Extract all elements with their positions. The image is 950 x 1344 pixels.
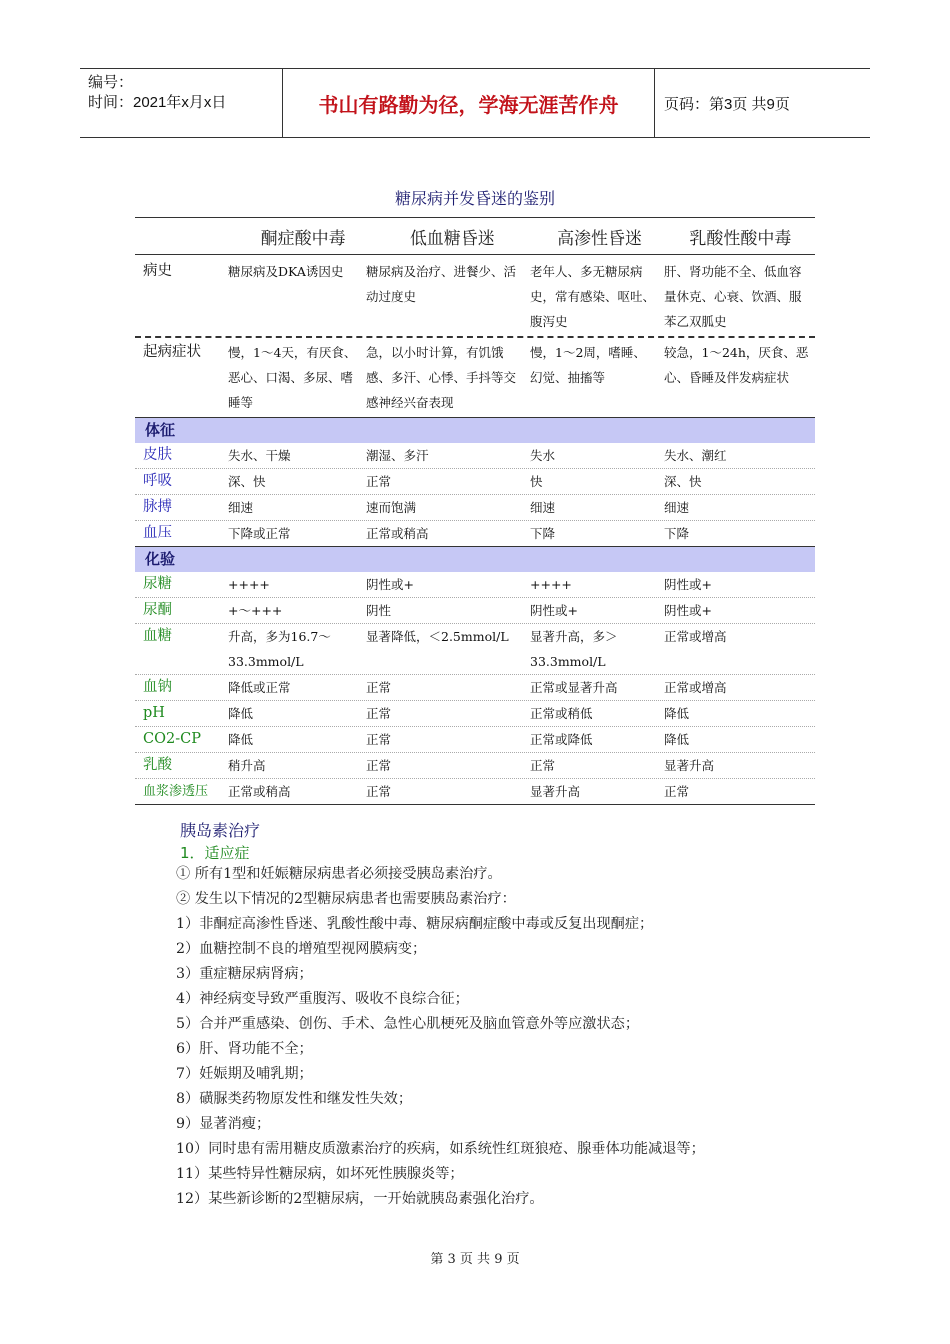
table-cell: 潮湿、多汗 xyxy=(366,448,429,463)
list-item: 2）血糖控制不良的增殖型视网膜病变； xyxy=(176,941,427,957)
row-label: 起病症状 xyxy=(143,344,201,360)
column-header: 高渗性昏迷 xyxy=(557,228,643,249)
table-cell: 正常 xyxy=(664,784,690,799)
table-cell: 正常 xyxy=(366,784,392,799)
table-cell: 深、快 xyxy=(228,474,266,489)
row-label: 血浆渗透压 xyxy=(143,784,209,799)
list-item: 10）同时患有需用糖皮质激素治疗的疾病，如系统性红斑狼疮、腺垂体功能减退等； xyxy=(176,1141,705,1157)
table-row xyxy=(135,701,815,727)
table-row xyxy=(135,469,815,495)
table-cell: 正常或显著升高 xyxy=(530,680,618,695)
table-cell: 细速 xyxy=(228,500,254,515)
table-cell: 降低 xyxy=(664,732,690,747)
row-label: 呼吸 xyxy=(143,473,172,489)
row-label: 脉搏 xyxy=(143,499,172,515)
row-label: 乳酸 xyxy=(143,757,172,773)
table-cell: 显著升高 xyxy=(664,758,715,773)
table-cell: 阴性或+ xyxy=(664,577,712,592)
table-title: 糖尿病并发昏迷的鉴别 xyxy=(394,189,555,208)
table-cell: 急，以小时计算，有饥饿感、多汗、心悸、手抖等交感神经兴奋表现 xyxy=(366,345,517,410)
table-cell: 正常 xyxy=(366,474,392,489)
table-cell: 稍升高 xyxy=(228,758,266,773)
list-item: 11）某些特异性糖尿病，如坏死性胰腺炎等； xyxy=(176,1166,464,1182)
table-row xyxy=(135,753,815,779)
list-item: 3）重症糖尿病肾病； xyxy=(176,966,313,982)
table-cell: 失水 xyxy=(530,448,556,463)
row-label: 尿酮 xyxy=(143,602,172,618)
table-cell: 慢，1～4天，有厌食、恶心、口渴、多尿、嗜睡等 xyxy=(228,345,357,410)
table-cell: 速而饱满 xyxy=(366,500,417,515)
section-header-labs: 化验 xyxy=(135,546,815,572)
table-row xyxy=(135,255,815,338)
section-header-signs: 体征 xyxy=(135,417,815,443)
table-cell: 正常 xyxy=(366,680,392,695)
row-label: 尿糖 xyxy=(143,576,172,592)
table-cell: 下降或正常 xyxy=(228,526,291,541)
list-item: 5）合并严重感染、创伤、手术、急性心肌梗死及脑血管意外等应激状态； xyxy=(176,1016,640,1032)
table-row xyxy=(135,598,815,624)
table-cell: 失水、潮红 xyxy=(664,448,727,463)
table-cell: 下降 xyxy=(664,526,690,541)
table-cell: 慢，1～2周，嗜睡、幻觉、抽搐等 xyxy=(530,345,646,385)
table-cell: +～+++ xyxy=(228,603,283,618)
column-header: 乳酸性酸中毒 xyxy=(689,228,792,249)
table-cell: 升高，多为16.7～33.3mmol/L xyxy=(228,629,331,669)
list-item: ② 发生以下情况的2型糖尿病患者也需要胰岛素治疗： xyxy=(176,891,516,907)
table-cell: 肝、肾功能不全、低血容量休克、心衰、饮酒、服苯乙双胍史 xyxy=(664,264,802,329)
table-cell: 阴性 xyxy=(366,603,392,618)
comparison-table xyxy=(135,217,815,805)
table-row xyxy=(135,624,815,675)
table-cell: 失水、干燥 xyxy=(228,448,291,463)
indication-list xyxy=(176,862,836,1212)
table-cell: 较急，1～24h，厌食、恶心、昏睡及伴发病症状 xyxy=(664,345,809,385)
row-label: CO2-CP xyxy=(143,731,201,747)
section-title-insulin: 胰岛素治疗 xyxy=(180,821,261,840)
column-header: 低血糖昏迷 xyxy=(409,228,495,249)
page-number-label: 页码：第3页 共9页 xyxy=(664,96,790,113)
row-label: 血钠 xyxy=(143,679,172,695)
table-cell: ++++ xyxy=(228,577,270,592)
table-cell: 下降 xyxy=(530,526,556,541)
row-label: pH xyxy=(143,705,165,721)
table-cell: 显著降低，＜2.5mmol/L xyxy=(366,629,509,644)
table-cell: 正常 xyxy=(366,758,392,773)
table-cell: 正常或降低 xyxy=(530,732,593,747)
table-cell: 正常或稍高 xyxy=(366,526,429,541)
table-cell: 糖尿病及治疗、进餐少、活动过度史 xyxy=(366,264,517,304)
table-row xyxy=(135,727,815,753)
table-cell: 细速 xyxy=(530,500,556,515)
table-cell: 降低 xyxy=(664,706,690,721)
table-row xyxy=(135,338,815,417)
table-cell: 降低 xyxy=(228,732,254,747)
table-cell: 深、快 xyxy=(664,474,702,489)
table-cell: 阴性或+ xyxy=(366,577,414,592)
table-cell: 老年人、多无糖尿病史，常有感染、呕吐、腹泻史 xyxy=(530,264,656,329)
column-header: 酮症酸中毒 xyxy=(260,228,346,249)
table-row xyxy=(135,443,815,469)
table-cell: 正常 xyxy=(530,758,556,773)
table-cell: 正常或增高 xyxy=(664,629,727,644)
table-row xyxy=(135,572,815,598)
list-item: 9）显著消瘦； xyxy=(176,1116,271,1132)
row-label: 病史 xyxy=(143,263,172,279)
table-cell: 阴性或+ xyxy=(664,603,712,618)
header-motto: 书山有路勤为径，学海无涯苦作舟 xyxy=(318,93,619,117)
page-footer: 第 3 页 共 9 页 xyxy=(430,1252,520,1267)
table-cell: 正常 xyxy=(366,706,392,721)
list-item: 1）非酮症高渗性昏迷、乳酸性酸中毒、糖尿病酮症酸中毒或反复出现酮症； xyxy=(176,916,654,932)
table-cell: ++++ xyxy=(530,577,572,592)
table-cell: 细速 xyxy=(664,500,690,515)
list-item: 8）磺脲类药物原发性和继发性失效； xyxy=(176,1091,413,1107)
subsection-title-indications: 1．适应症 xyxy=(180,844,250,862)
table-cell: 降低或正常 xyxy=(228,680,291,695)
table-cell: 阴性或+ xyxy=(530,603,578,618)
list-item: ① 所有1型和妊娠糖尿病患者必须接受胰岛素治疗。 xyxy=(176,866,502,882)
table-cell: 正常 xyxy=(366,732,392,747)
header-divider xyxy=(654,69,655,137)
row-label: 血压 xyxy=(143,525,172,541)
table-cell: 糖尿病及DKA诱因史 xyxy=(228,264,344,279)
table-cell: 快 xyxy=(530,474,543,489)
table-row xyxy=(135,521,815,546)
table-row xyxy=(135,779,815,805)
header-meta xyxy=(88,73,283,113)
time-label: 时间：2021年x月x日 xyxy=(88,94,227,111)
table-row xyxy=(135,675,815,701)
list-item: 4）神经病变导致严重腹泻、吸收不良综合征； xyxy=(176,991,469,1007)
table-cell: 降低 xyxy=(228,706,254,721)
row-label: 皮肤 xyxy=(143,447,172,463)
table-row xyxy=(135,495,815,521)
number-label: 编号： xyxy=(88,74,134,91)
table-cell: 显著升高 xyxy=(530,784,581,799)
table-cell: 显著升高，多＞33.3mmol/L xyxy=(530,629,618,669)
list-item: 12）某些新诊断的2型糖尿病，一开始就胰岛素强化治疗。 xyxy=(176,1191,544,1207)
table-cell: 正常或稍低 xyxy=(530,706,593,721)
list-item: 6）肝、肾功能不全； xyxy=(176,1041,313,1057)
table-header-row xyxy=(135,218,815,255)
table-cell: 正常或增高 xyxy=(664,680,727,695)
page-header xyxy=(80,68,870,138)
row-label: 血糖 xyxy=(143,628,172,644)
list-item: 7）妊娠期及哺乳期； xyxy=(176,1066,313,1082)
table-cell: 正常或稍高 xyxy=(228,784,291,799)
